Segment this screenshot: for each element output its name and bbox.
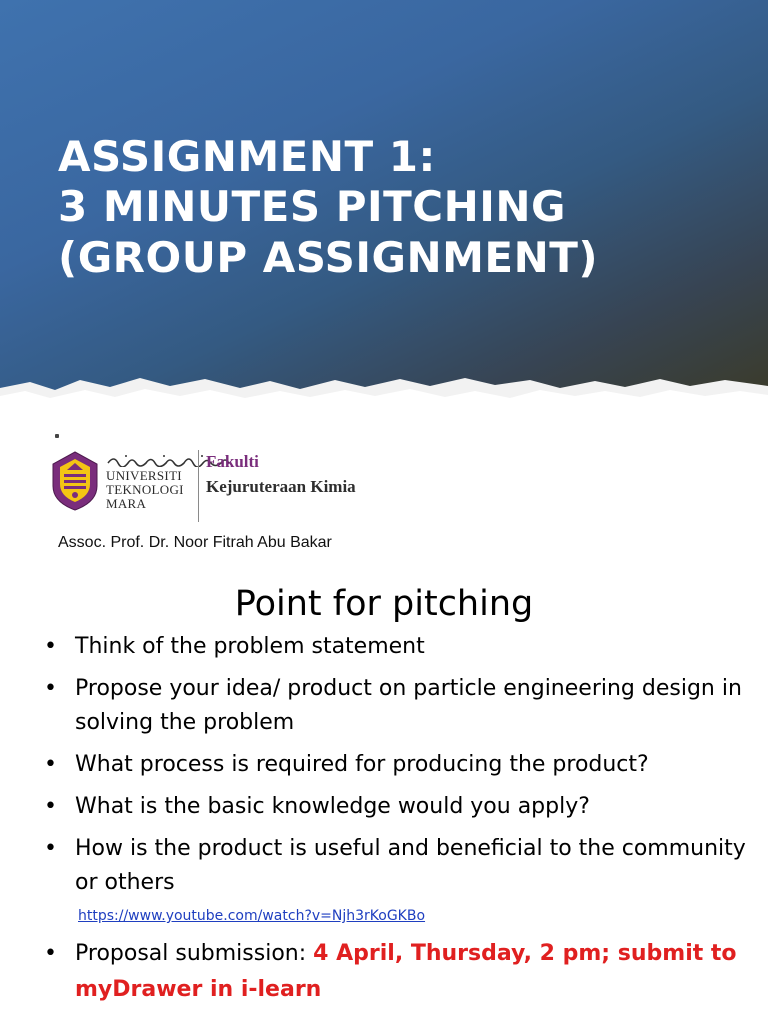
torn-paper-edge xyxy=(0,360,768,430)
uitm-crest-icon xyxy=(50,450,100,512)
list-item xyxy=(44,630,762,664)
title-line-3: (GROUP ASSIGNMENT) xyxy=(58,232,599,282)
bullet-icon: • xyxy=(44,794,57,819)
faculty-name: Kejuruteraan Kimia xyxy=(206,477,356,496)
title-line-2: 3 MINUTES PITCHING xyxy=(58,182,567,232)
university-name-line-2: TEKNOLOGI xyxy=(106,482,184,497)
bullet-icon: • xyxy=(44,634,57,659)
proposal-submission xyxy=(44,936,768,1008)
list-item xyxy=(44,790,762,824)
author-name: Assoc. Prof. Dr. Noor Fitrah Abu Bakar xyxy=(58,534,332,551)
list-item-text: Think of the problem statement xyxy=(75,634,425,659)
youtube-link[interactable]: https://www.youtube.com/watch?v=Njh3rKoGKBo xyxy=(78,908,426,924)
university-logo xyxy=(50,450,410,528)
slide-heading: Point for pitching xyxy=(234,584,534,624)
list-item-text: Propose your idea/ product on particle engineering design in solving the problem xyxy=(75,676,742,735)
bullet-list xyxy=(44,630,762,908)
stray-mark xyxy=(55,434,59,438)
title-line-1: ASSIGNMENT 1: xyxy=(58,132,436,181)
bullet-icon: • xyxy=(44,752,57,777)
logo-divider xyxy=(198,450,199,522)
bullet-icon: • xyxy=(44,676,57,701)
list-item-text: How is the product is useful and beneficial to the community or others xyxy=(75,836,746,895)
list-item xyxy=(44,672,762,740)
list-item xyxy=(44,832,762,900)
list-item-text: What is the basic knowledge would you apply? xyxy=(75,794,590,819)
list-item-text: What process is required for producing the product? xyxy=(75,752,649,777)
list-item xyxy=(44,748,762,782)
proposal-label: Proposal submission: xyxy=(75,941,314,966)
university-name-line-3: MARA xyxy=(106,496,147,511)
bullet-icon: • xyxy=(44,836,57,861)
bullet-icon: • xyxy=(44,941,57,966)
faculty-label: Fakulti xyxy=(206,452,259,471)
university-name-line-1: UNIVERSITI xyxy=(106,468,182,483)
content-slide xyxy=(0,578,768,1024)
slide-title xyxy=(58,132,598,283)
proposal-deadline: 4 April, Thursday, 2 pm; submit to myDrawer in i-learn xyxy=(75,941,737,1002)
university-name xyxy=(106,469,184,511)
